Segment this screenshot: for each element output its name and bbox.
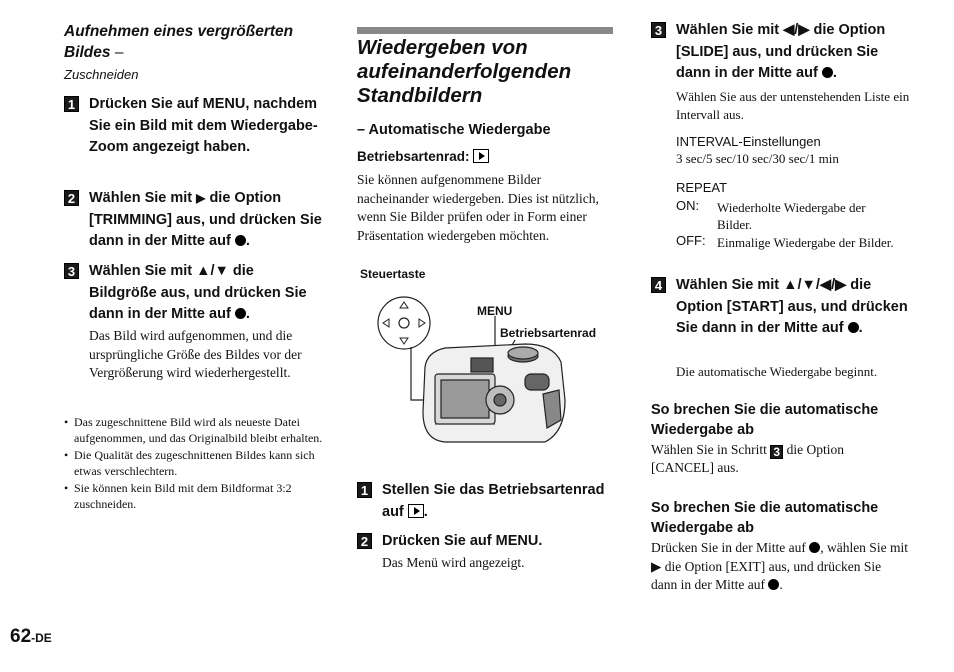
- repeat-off-text: Einmalige Wiedergabe der Bilder.: [717, 235, 894, 250]
- step-title: Drücken Sie auf MENU.: [382, 533, 543, 549]
- stop-heading-2: So brechen Sie die automatische Wiedergabe ab: [651, 500, 879, 536]
- note-item: • Das zugeschnittene Bild wird als neueste Datei aufgenommen, und das Originalbild bleibt erhalten.: [64, 415, 323, 445]
- section-subheading: Zuschneiden: [64, 67, 139, 82]
- right-arrow-icon: ▶: [196, 191, 206, 205]
- step-body: Das Bild wird aufgenommen, und die ursprüngliche Größe des Bildes vor der Vergrößerung wird wiederhergestellt.: [89, 328, 302, 380]
- step-body: Die automatische Wiedergabe beginnt.: [676, 364, 878, 379]
- step-title: Wählen Sie mit ▶ die Option [TRIMMING] aus, und drücken Sie dann in der Mitte auf .: [89, 190, 322, 249]
- section-heading-slideshow: Wiedergeben von aufeinanderfolgenden Standbildern: [357, 36, 572, 107]
- control-pad-icon: [378, 297, 430, 349]
- camera-illustration: [375, 282, 587, 452]
- repeat-label: REPEAT: [676, 180, 728, 195]
- stop-text-2: Drücken Sie in der Mitte auf , wählen Sie mit ▶ die Option [EXIT] aus, und drücken Sie dann in der Mitte auf .: [651, 540, 908, 592]
- stop-heading-1: So brechen Sie die automatische Wiedergabe ab: [651, 402, 879, 438]
- step-reference: 3: [770, 445, 783, 459]
- section-subheading: – Automatische Wiedergabe: [357, 122, 551, 138]
- step-number: 3: [651, 22, 666, 38]
- center-button-icon: [822, 67, 833, 78]
- step-number: 3: [64, 263, 79, 279]
- step-body: Wählen Sie aus der untenstehenden Liste ein Intervall aus.: [676, 89, 910, 122]
- step-number: 4: [651, 277, 666, 293]
- step-number: 1: [64, 96, 79, 112]
- heading-dash: –: [114, 44, 124, 61]
- playback-mode-icon: [473, 149, 489, 163]
- center-button-icon: [768, 579, 779, 590]
- stop-text-1: Wählen Sie in Schritt 3 die Option [CANCEL] aus.: [651, 442, 844, 475]
- note-item: • Sie können kein Bild mit dem Bildformat 3:2 zuschneiden.: [64, 481, 292, 511]
- center-button-icon: [235, 235, 246, 246]
- page-number: 62-DE: [10, 626, 52, 647]
- repeat-on-label: ON:: [676, 198, 700, 213]
- step-title: Wählen Sie mit ▲/▼ die Bildgröße aus, und drücken Sie dann in der Mitte auf .: [89, 263, 307, 322]
- step-number: 2: [357, 533, 372, 549]
- notes-list: [64, 414, 332, 512]
- step-title: Stellen Sie das Betriebsartenrad auf .: [382, 482, 605, 520]
- repeat-off-label: OFF:: [676, 233, 706, 248]
- intro-text: Sie können aufgenommene Bilder nacheinander wiedergeben. Dies ist nützlich, wenn Sie Bilder prüfen oder in Form einer Präsentation wiedergeben möchten.: [357, 172, 599, 243]
- step-number: 2: [64, 190, 79, 206]
- mode-dial-label: Betriebsartenrad:: [357, 149, 489, 164]
- step-title: Wählen Sie mit ▲/▼/◀/▶ die Option [START] aus, und drücken Sie dann in der Mitte auf .: [676, 277, 908, 336]
- figure-label-mode-dial: Betriebsartenrad: [500, 326, 597, 340]
- center-button-icon: [848, 322, 859, 333]
- repeat-on-text: Wiederholte Wiedergabe der Bilder.: [717, 200, 866, 232]
- interval-values: 3 sec/5 sec/10 sec/30 sec/1 min: [676, 151, 839, 166]
- heading-rule: [357, 27, 613, 34]
- playback-mode-icon: [408, 504, 424, 518]
- figure-label-menu: MENU: [477, 304, 513, 318]
- note-item: • Die Qualität des zugeschnittenen Bildes kann sich etwas verschlechtern.: [64, 448, 315, 478]
- step-title: Wählen Sie mit ◀/▶ die Option [SLIDE] aus, und drücken Sie dann in der Mitte auf .: [676, 22, 886, 81]
- step-number: 1: [357, 482, 372, 498]
- step-body: Das Menü wird angezeigt.: [382, 555, 525, 570]
- center-button-icon: [809, 542, 820, 553]
- center-button-icon: [235, 308, 246, 319]
- figure-label-control: Steuertaste: [360, 267, 426, 281]
- interval-label: INTERVAL-Einstellungen: [676, 134, 821, 149]
- section-heading-zoom-record: Aufnehmen eines vergrößerten Bildes –: [64, 23, 294, 61]
- step-title: Drücken Sie auf MENU, nachdem Sie ein Bild mit dem Wiedergabe-Zoom angezeigt haben.: [89, 96, 318, 155]
